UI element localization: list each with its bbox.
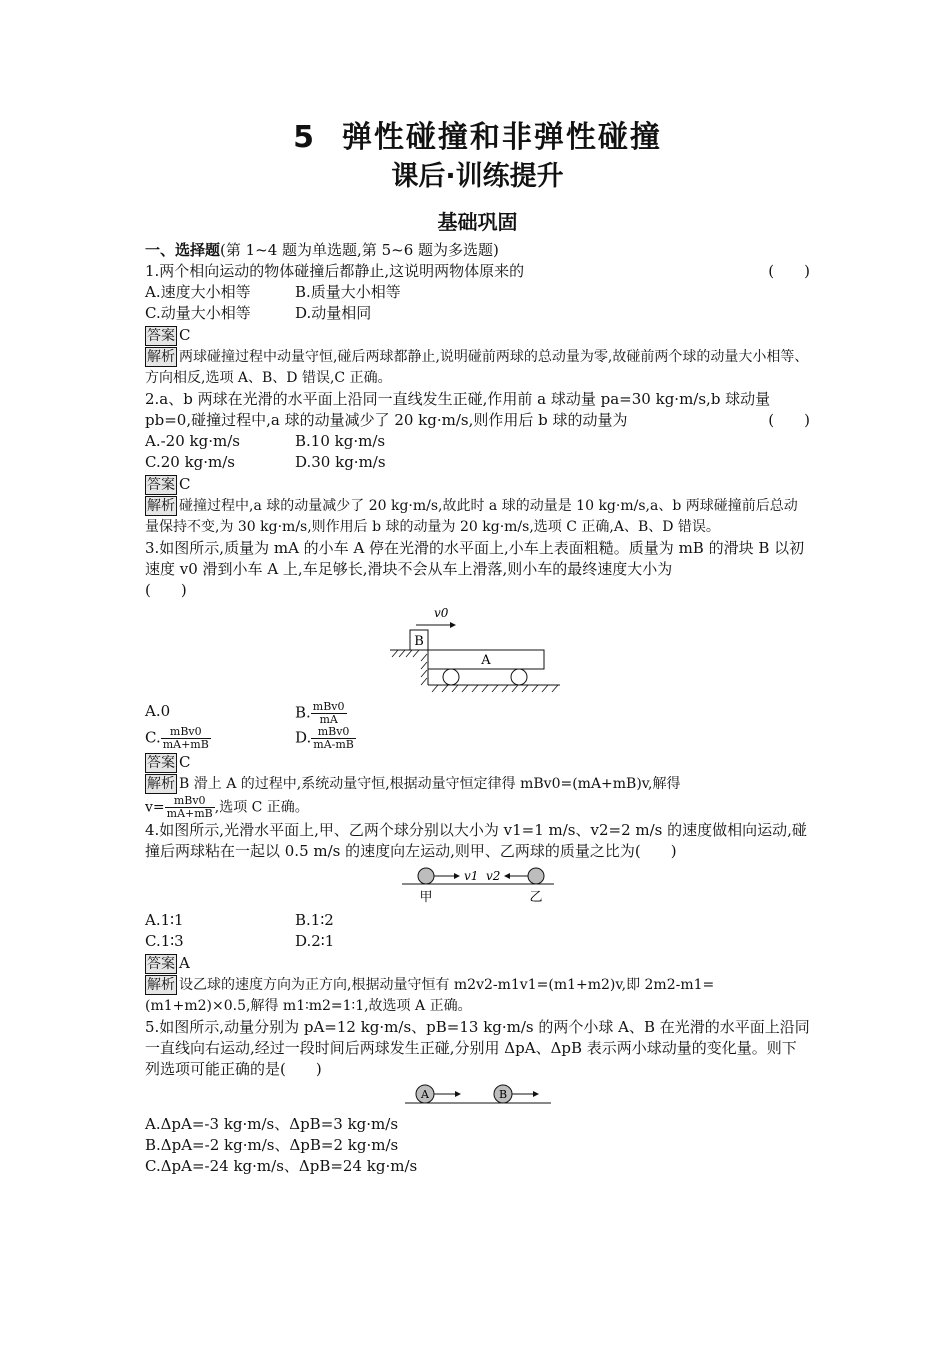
fraction-denominator: mA+mB [166,807,213,820]
cart-block-diagram [388,605,568,697]
analysis-tag: 解析 [147,349,175,365]
q3-option-c-fraction [161,726,211,751]
q1-stem: 1.两个相向运动的物体碰撞后都静止,这说明两物体原来的 [145,262,525,280]
q3-analysis-v: v= [145,799,165,816]
part-heading [145,240,810,261]
q3-option-b-label: B. [295,703,311,722]
q5-figure [145,1084,810,1110]
q2-options [145,431,810,473]
q1-option-b: B.质量大小相等 [295,283,401,301]
answer-tag: 答案 [147,755,175,771]
q5-option-a: A.ΔpA=-3 kg·m/s、ΔpB=3 kg·m/s [145,1115,399,1133]
q3-option-d [295,726,595,751]
lesson-title-text: 弹性碰撞和非弹性碰撞 [341,120,662,155]
q2-option-c: C.20 kg·m/s [145,453,235,471]
velocity-label: v0 [433,606,448,620]
question-5 [145,1017,810,1177]
q4-analysis: 设乙球的速度方向为正方向,根据动量守恒有 m2v2-m1v1=(m1+m2)v,即 2m2-m1=(m1+m2)×0.5,解得 m1∶m2=1∶1,故选项 A 正确。 [145,977,715,1014]
q3-figure [145,605,810,697]
part-label: 一、选择题 [145,241,221,259]
fraction-denominator: mA-mB [313,738,354,751]
q5-option-b: B.ΔpA=-2 kg·m/s、ΔpB=2 kg·m/s [145,1136,399,1154]
q5-stem: 5.如图所示,动量分别为 pA=12 kg·m/s、pB=13 kg·m/s 的两个小球 A、B 在光滑的水平面上沿同一直线向右运动,经过一段时间后两球发生正碰,分别用 ΔpA、ΔpB 表示两小球动量的变化量。则下列选项可能正确的是( ) [145,1018,810,1078]
q4-stem: 4.如图所示,光滑水平面上,甲、乙两个球分别以大小为 v1=1 m/s、v2=2 m/s 的速度做相向运动,碰撞后两球粘在一起以 0.5 m/s 的速度向左运动,则甲、乙两球的质量之比为( ) [145,821,807,860]
two-balls-diagram [398,866,558,906]
section-heading: 基础巩固 [437,210,518,234]
q4-answer: A [179,954,190,972]
answer-tag: 答案 [147,956,175,972]
fraction-numerator: mBv0 [311,726,356,739]
velocity-arrow-icon [450,622,456,628]
cart-a-label: A [480,653,491,668]
q2-option-a: A.-20 kg·m/s [145,432,240,450]
q2-stem-line1: 2.a、b 两球在光滑的水平面上沿同一直线发生正碰,作用前 a 球动量 pa=30 kg·m/s,b 球动量 [145,390,771,408]
question-2 [145,389,810,538]
fraction-numerator: mBv0 [165,795,215,808]
wheel-left [443,669,459,685]
q2-answer: C [179,475,191,493]
question-4 [145,820,810,1017]
q1-option-c: C.动量大小相等 [145,304,251,322]
arrow-left-icon [504,873,510,879]
q3-option-d-fraction [311,726,356,751]
ball-a-label: A [420,1088,429,1101]
q1-option-a: A.速度大小相等 [145,283,251,301]
q3-option-b-fraction [311,701,347,726]
ball-yi-label: 乙 [528,890,543,905]
q4-options [145,910,810,952]
analysis-tag: 解析 [147,498,175,514]
part-note: (第 1~4 题为单选题,第 5~6 题为多选题) [220,241,499,259]
q3-analysis-fraction [165,795,215,820]
fraction-numerator: mBv0 [312,700,345,713]
arrow-right-icon [533,1091,539,1097]
ball-b-label: B [498,1088,507,1101]
q2-option-d: D.30 kg·m/s [295,453,386,471]
lesson-number: 5 [293,120,316,155]
lesson-title [145,118,810,158]
q3-stem: 3.如图所示,质量为 mA 的小车 A 停在光滑的水平面上,小车上表面粗糙。质量为 mB 的滑块 B 以初速度 v0 滑到小车 A 上,车足够长,滑块不会从车上滑落,则小车的最终速度大小为 [145,539,805,578]
ball-yi [528,868,544,884]
q1-options [145,282,810,324]
q4-option-d: D.2∶1 [295,932,335,950]
q2-stem-line2: pb=0,碰撞过程中,a 球的动量减少了 20 kg·m/s,则作用后 b 球的动量为 [145,411,628,429]
q3-answer: C [179,753,191,771]
analysis-tag: 解析 [147,977,175,993]
q1-analysis: 两球碰撞过程中动量守恒,碰后两球都静止,说明碰前两球的总动量为零,故碰前两个球的动量大小相等、方向相反,选项 A、B、D 错误,C 正确。 [145,349,809,386]
worksheet-page [145,118,810,1177]
fraction-denominator: mA [319,713,338,726]
ball-jia [418,868,434,884]
question-1 [145,261,810,389]
q4-option-b: B.1∶2 [295,911,334,929]
fraction-numerator: mBv0 [161,726,211,739]
q1-paren: ( ) [768,262,810,280]
arrow-right-icon [454,873,460,879]
q5-option-c: C.ΔpA=-24 kg·m/s、ΔpB=24 kg·m/s [145,1157,418,1175]
q3-analysis-tail: ,选项 C 正确。 [214,799,309,816]
q1-answer: C [179,326,191,344]
answer-tag: 答案 [147,477,175,493]
q3-analysis-line1: B 滑上 A 的过程中,系统动量守恒,根据动量守恒定律得 mBv0=(mA+mB)v,解得 [179,776,681,792]
lesson-subtitle: 课后·训练提升 [391,161,564,192]
v1-label: v1 [463,869,478,883]
fraction-denominator: mA+mB [162,738,209,751]
q3-options [145,701,810,751]
q2-option-b: B.10 kg·m/s [295,432,386,450]
block-b-label: B [413,634,424,649]
q2-analysis: 碰撞过程中,a 球的动量减少了 20 kg·m/s,故此时 a 球的动量是 10 kg·m/s,a、b 两球碰撞前后总动量保持不变,为 30 kg·m/s,则作用后 b 球的动量为 20 kg·m/s,选项 C 正确,A、B、D 错误。 [145,498,798,535]
two-balls-right-diagram [403,1084,553,1110]
q3-option-c-label: C. [145,728,161,747]
v2-label: v2 [485,869,500,883]
q2-paren: ( ) [768,411,810,429]
q3-option-b [295,701,595,726]
q3-analysis-line2 [145,795,810,820]
q1-option-d: D.动量相同 [295,304,372,322]
q3-option-a: A.0 [145,702,171,720]
wheel-right [511,669,527,685]
ball-jia-label: 甲 [418,890,433,905]
analysis-tag: 解析 [147,776,175,792]
arrow-right-icon [455,1091,461,1097]
q4-option-a: A.1∶1 [145,911,184,929]
q3-option-d-label: D. [295,728,312,747]
q3-paren: ( ) [145,581,187,599]
q4-option-c: C.1∶3 [145,932,184,950]
answer-tag: 答案 [147,328,175,344]
q3-option-c [145,726,295,751]
q4-figure [145,866,810,906]
question-3 [145,538,810,820]
